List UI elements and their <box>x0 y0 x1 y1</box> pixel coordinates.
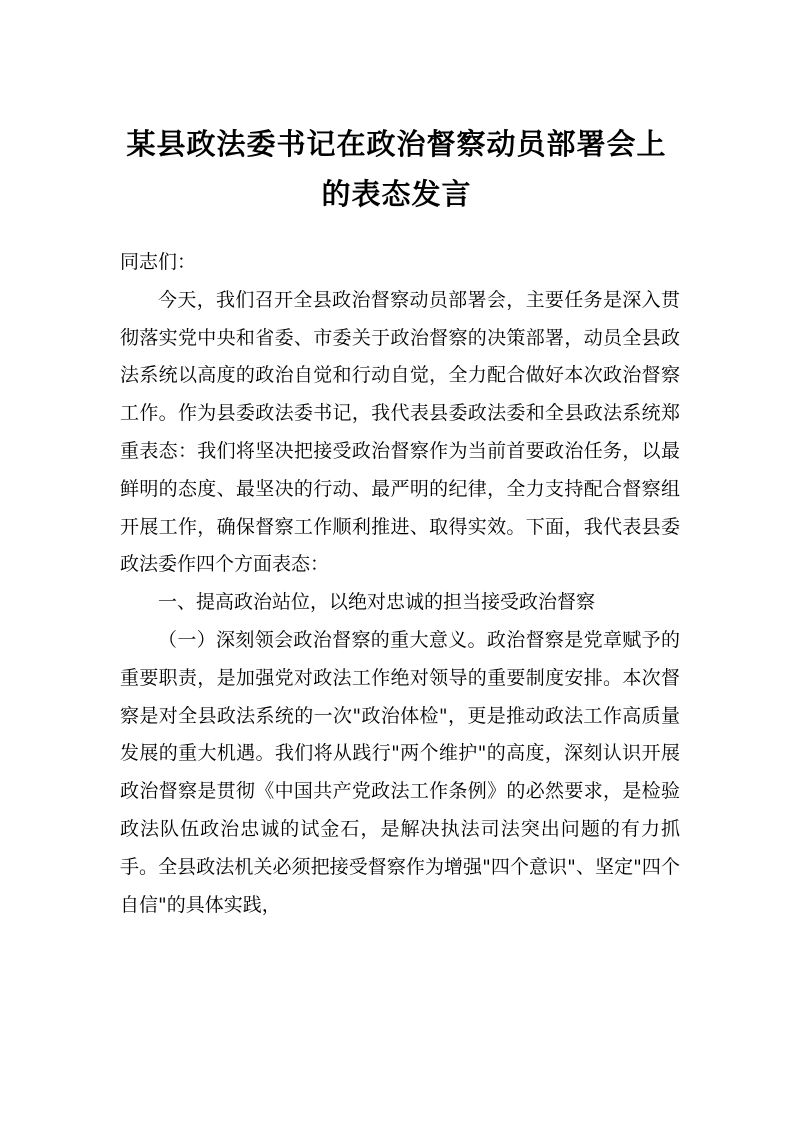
document-body <box>120 244 680 924</box>
document-title-line-2: 的表态发言 <box>321 177 472 211</box>
document-title-line-1: 某县政法委书记在政治督察动员部署会上 <box>126 127 667 161</box>
paragraph-subsection-1: （一）深刻领会政治督察的重大意义。政治督察是党章赋予的重要职责，是加强党对政法工作绝对领导的重要制度安排。本次督察是对全县政法系统的一次"政治体检"，更是推动政法工作高质量发展的重大机遇。我们将从践行"两个维护"的高度，深刻认识开展政治督察是贯彻《中国共产党政法工作条例》的必然要求，是检验政法队伍政治忠诚的试金石，是解决执法司法突出问题的有力抓手。全县政法机关必须把接受督察作为增强"四个意识"、坚定"四个自信"的具体实践， <box>120 628 680 916</box>
section-heading-1: 一、提高政治站位，以绝对忠诚的担当接受政治督察 <box>158 591 596 614</box>
salutation: 同志们： <box>120 251 197 273</box>
paragraph-opening: 今天，我们召开全县政治督察动员部署会，主要任务是深入贯彻落实党中央和省委、市委关于政治督察的决策部署，动员全县政法系统以高度的政治自觉和行动自觉，全力配合做好本次政治督察工作。作为县委政法委书记，我代表县委政法委和全县政法系统郑重表态：我们将坚决把接受政治督察作为当前首要政治任务，以最鲜明的态度、最坚决的行动、最严明的纪律，全力支持配合督察组开展工作，确保督察工作顺利推进、取得实效。下面，我代表县委政法委作四个方面表态： <box>120 288 680 576</box>
